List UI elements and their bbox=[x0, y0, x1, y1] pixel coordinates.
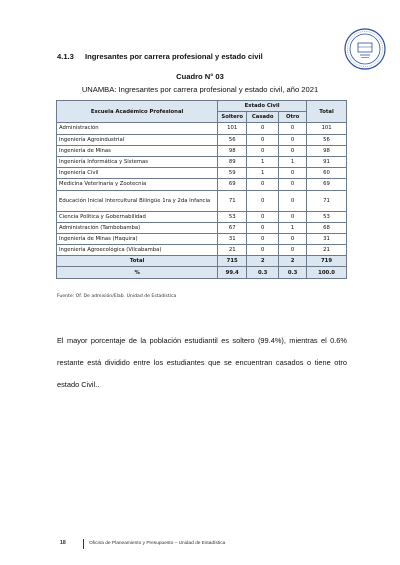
row-otro: 0 bbox=[279, 123, 307, 134]
row-name: Medicina Veterinaria y Zootecnia bbox=[57, 179, 218, 190]
row-name: Administración bbox=[57, 123, 218, 134]
percent-total: 100.0 bbox=[307, 267, 347, 278]
footer-divider bbox=[83, 539, 84, 549]
header-school: Escuela Académico Profesional bbox=[57, 101, 218, 123]
table-caption-title: Cuadro N° 03 bbox=[176, 72, 224, 81]
row-total: 21 bbox=[307, 245, 347, 256]
row-casado: 0 bbox=[247, 222, 279, 233]
body-paragraph: El mayor porcentaje de la población estudiantil es soltero (99.4%), mientras el 0.6% restante está dividido entre los estudiantes que se encuentran casados o tiene otro estado Civil.. bbox=[57, 336, 347, 389]
header-casado: Casado bbox=[247, 112, 279, 123]
row-casado: 0 bbox=[247, 211, 279, 222]
row-total: 56 bbox=[307, 134, 347, 145]
row-soltero: 89 bbox=[218, 156, 247, 167]
row-casado: 0 bbox=[247, 233, 279, 244]
row-otro: 0 bbox=[279, 245, 307, 256]
row-name: Ingeniería de Minas bbox=[57, 145, 218, 156]
row-soltero: 98 bbox=[218, 145, 247, 156]
percent-soltero: 99.4 bbox=[218, 267, 247, 278]
table-caption-subtitle: UNAMBA: Ingresantes por carrera profesional y estado civil, año 2021 bbox=[81, 85, 319, 94]
row-casado: 1 bbox=[247, 156, 279, 167]
row-total: 31 bbox=[307, 233, 347, 244]
row-casado: 0 bbox=[247, 134, 279, 145]
row-soltero: 101 bbox=[218, 123, 247, 134]
total-soltero: 715 bbox=[218, 256, 247, 267]
row-casado: 0 bbox=[247, 145, 279, 156]
row-name: Ingeniería Civil bbox=[57, 168, 218, 179]
row-otro: 0 bbox=[279, 134, 307, 145]
table-row bbox=[57, 245, 347, 256]
row-name: Administración (Tambobamba) bbox=[57, 222, 218, 233]
university-seal-icon bbox=[344, 28, 386, 70]
percent-casado: 0.3 bbox=[247, 267, 279, 278]
row-otro: 0 bbox=[279, 145, 307, 156]
row-name: Ciencia Política y Gobernabilidad bbox=[57, 211, 218, 222]
percent-otro: 0.3 bbox=[279, 267, 307, 278]
row-soltero: 56 bbox=[218, 134, 247, 145]
row-total: 68 bbox=[307, 222, 347, 233]
section-number: 4.1.3 bbox=[57, 52, 74, 61]
percent-row bbox=[57, 267, 347, 278]
row-name: Ingeniería Agroecológica (Vilcabamba) bbox=[57, 245, 218, 256]
row-soltero: 69 bbox=[218, 179, 247, 190]
row-total: 69 bbox=[307, 179, 347, 190]
header-total: Total bbox=[307, 101, 347, 123]
total-casado: 2 bbox=[247, 256, 279, 267]
row-otro: 1 bbox=[279, 222, 307, 233]
row-otro: 0 bbox=[279, 179, 307, 190]
table-source: Fuente: Of. De admisión/Elab. Unidad de Estadística bbox=[57, 294, 177, 299]
row-soltero: 21 bbox=[218, 245, 247, 256]
row-total: 60 bbox=[307, 168, 347, 179]
table-row bbox=[57, 156, 347, 167]
total-row bbox=[57, 256, 347, 267]
row-soltero: 71 bbox=[218, 190, 247, 211]
row-name: Ingeniería de Minas (Haquira) bbox=[57, 233, 218, 244]
row-name: Ingeniería Agroindustrial bbox=[57, 134, 218, 145]
row-total: 98 bbox=[307, 145, 347, 156]
row-otro: 1 bbox=[279, 156, 307, 167]
row-otro: 0 bbox=[279, 233, 307, 244]
row-otro: 0 bbox=[279, 190, 307, 211]
total-label: Total bbox=[57, 256, 218, 267]
row-total: 71 bbox=[307, 190, 347, 211]
row-name: Ingeniería Informática y Sistemas bbox=[57, 156, 218, 167]
row-name: Educación Inicial Intercultural Bilingüe 1ra y 2da Infancia bbox=[57, 190, 218, 211]
row-otro: 0 bbox=[279, 168, 307, 179]
row-soltero: 67 bbox=[218, 222, 247, 233]
row-casado: 0 bbox=[247, 179, 279, 190]
header-otro: Otro bbox=[279, 112, 307, 123]
row-soltero: 53 bbox=[218, 211, 247, 222]
row-otro: 0 bbox=[279, 211, 307, 222]
table-row bbox=[57, 168, 347, 179]
row-casado: 0 bbox=[247, 245, 279, 256]
row-soltero: 59 bbox=[218, 168, 247, 179]
footer-text: Oficina de Planeamiento y Presupuesto – Unidad de Estadística bbox=[89, 541, 226, 546]
total-otro: 2 bbox=[279, 256, 307, 267]
table-row bbox=[57, 190, 347, 211]
table-row bbox=[57, 145, 347, 156]
row-casado: 0 bbox=[247, 190, 279, 211]
row-total: 101 bbox=[307, 123, 347, 134]
row-total: 53 bbox=[307, 211, 347, 222]
table-row bbox=[57, 123, 347, 134]
table-row bbox=[57, 134, 347, 145]
table-row bbox=[57, 222, 347, 233]
percent-label: % bbox=[57, 267, 218, 278]
table-row bbox=[57, 211, 347, 222]
table-row bbox=[57, 233, 347, 244]
header-civil-status: Estado Civil bbox=[218, 101, 307, 112]
page-footer bbox=[57, 539, 347, 548]
row-casado: 0 bbox=[247, 123, 279, 134]
table-row bbox=[57, 179, 347, 190]
enrollment-table bbox=[56, 100, 347, 279]
section-title: Ingresantes por carrera profesional y estado civil bbox=[85, 52, 263, 61]
page-number: 18 bbox=[60, 540, 66, 546]
section-heading bbox=[57, 52, 263, 61]
header-soltero: Soltero bbox=[218, 112, 247, 123]
row-soltero: 31 bbox=[218, 233, 247, 244]
row-total: 91 bbox=[307, 156, 347, 167]
total-total: 719 bbox=[307, 256, 347, 267]
row-casado: 1 bbox=[247, 168, 279, 179]
